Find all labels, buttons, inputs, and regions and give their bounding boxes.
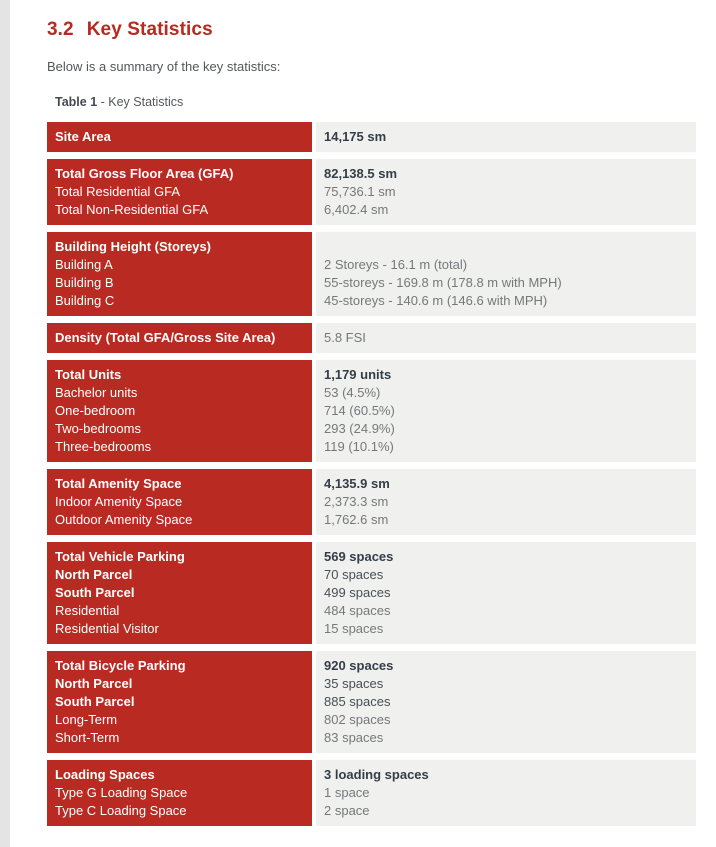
row-value: 5.8 FSI — [324, 330, 366, 345]
row-value-cell — [316, 760, 696, 826]
row-value: 885 spaces — [324, 694, 391, 709]
row-label: One-bedroom — [55, 403, 136, 418]
row-label: Loading Spaces — [55, 767, 155, 782]
row-value: 82,138.5 sm — [324, 166, 398, 181]
row-label-cell — [47, 542, 312, 644]
table-row — [47, 159, 696, 225]
row-value: 83 spaces — [324, 730, 384, 745]
row-label: Type G Loading Space — [55, 785, 188, 800]
row-value-cell — [316, 159, 696, 225]
row-value: 6,402.4 sm — [324, 202, 389, 217]
row-label: Outdoor Amenity Space — [55, 512, 193, 527]
row-value: 35 spaces — [324, 676, 384, 691]
row-label: Residential — [55, 603, 120, 618]
table-row — [47, 122, 696, 152]
table-row — [47, 360, 696, 462]
row-label: Total Residential GFA — [55, 184, 181, 199]
row-label: Short-Term — [55, 730, 120, 745]
row-value-cell — [316, 469, 696, 535]
row-label: Type C Loading Space — [55, 803, 187, 818]
intro-text: Below is a summary of the key statistics: — [47, 59, 281, 74]
row-value: 119 (10.1%) — [324, 439, 394, 454]
row-value: 15 spaces — [324, 621, 384, 636]
row-label: Density (Total GFA/Gross Site Area) — [55, 330, 276, 345]
row-value: 2 Storeys - 16.1 m (total) — [324, 257, 468, 272]
row-label-cell — [47, 360, 312, 462]
section-number: 3.2 — [47, 19, 74, 40]
row-value: 714 (60.5%) — [324, 403, 395, 418]
row-value — [324, 238, 688, 256]
row-value: 569 spaces — [324, 549, 394, 564]
row-value: 802 spaces — [324, 712, 391, 727]
row-label: Total Vehicle Parking — [55, 549, 185, 564]
row-label: Building B — [55, 275, 114, 290]
table-caption — [55, 95, 696, 109]
row-value: 1,179 units — [324, 367, 392, 382]
row-value-cell — [316, 542, 696, 644]
row-label-cell — [47, 159, 312, 225]
table-caption-title: - Key Statistics — [97, 95, 184, 109]
row-value: 2 space — [324, 803, 370, 818]
row-value-cell — [316, 323, 696, 353]
row-value: 1 space — [324, 785, 370, 800]
row-value: 499 spaces — [324, 585, 391, 600]
row-label: North Parcel — [55, 567, 133, 582]
table-row — [47, 542, 696, 644]
row-value: 4,135.9 sm — [324, 476, 390, 491]
row-label: Total Units — [55, 367, 122, 382]
section-title: Key Statistics — [86, 19, 213, 40]
page-edge-strip — [0, 0, 10, 847]
row-value: 14,175 sm — [324, 129, 387, 144]
row-label: Site Area — [55, 129, 111, 144]
row-value: 293 (24.9%) — [324, 421, 395, 436]
row-value: 2,373.3 sm — [324, 494, 389, 509]
key-statistics-table — [47, 122, 696, 826]
row-label: Building C — [55, 293, 115, 308]
table-caption-number: Table 1 — [55, 95, 98, 109]
row-value-cell — [316, 651, 696, 753]
row-label-cell — [47, 760, 312, 826]
row-value-cell — [316, 232, 696, 316]
row-value: 45-storeys - 140.6 m (146.6 with MPH) — [324, 293, 548, 308]
row-value-cell — [316, 360, 696, 462]
row-label: Indoor Amenity Space — [55, 494, 183, 509]
table-row — [47, 469, 696, 535]
table-row — [47, 232, 696, 316]
row-value: 55-storeys - 169.8 m (178.8 m with MPH) — [324, 275, 562, 290]
row-value-cell — [316, 122, 696, 152]
row-label-cell — [47, 232, 312, 316]
row-value: 920 spaces — [324, 658, 394, 673]
document-page — [47, 0, 696, 833]
row-value: 75,736.1 sm — [324, 184, 396, 199]
row-label: North Parcel — [55, 676, 133, 691]
row-label-cell — [47, 323, 312, 353]
table-row — [47, 760, 696, 826]
row-label: Three-bedrooms — [55, 439, 152, 454]
row-label: Residential Visitor — [55, 621, 159, 636]
table-row — [47, 651, 696, 753]
row-label: Long-Term — [55, 712, 118, 727]
row-label: South Parcel — [55, 694, 135, 709]
row-label: Building Height (Storeys) — [55, 239, 211, 254]
row-label-cell — [47, 469, 312, 535]
row-label: Total Non-Residential GFA — [55, 202, 209, 217]
row-label: Total Bicycle Parking — [55, 658, 186, 673]
row-label-cell — [47, 651, 312, 753]
row-value: 3 loading spaces — [324, 767, 429, 782]
row-label: Building A — [55, 257, 113, 272]
table-row — [47, 323, 696, 353]
row-value: 70 spaces — [324, 567, 384, 582]
row-label: Total Gross Floor Area (GFA) — [55, 166, 234, 181]
row-label: Bachelor units — [55, 385, 138, 400]
row-label: Two-bedrooms — [55, 421, 141, 436]
row-value: 1,762.6 sm — [324, 512, 389, 527]
row-label-cell — [47, 122, 312, 152]
row-label: Total Amenity Space — [55, 476, 182, 491]
section-heading — [47, 19, 696, 41]
row-value: 484 spaces — [324, 603, 391, 618]
row-value: 53 (4.5%) — [324, 385, 381, 400]
row-label: South Parcel — [55, 585, 135, 600]
